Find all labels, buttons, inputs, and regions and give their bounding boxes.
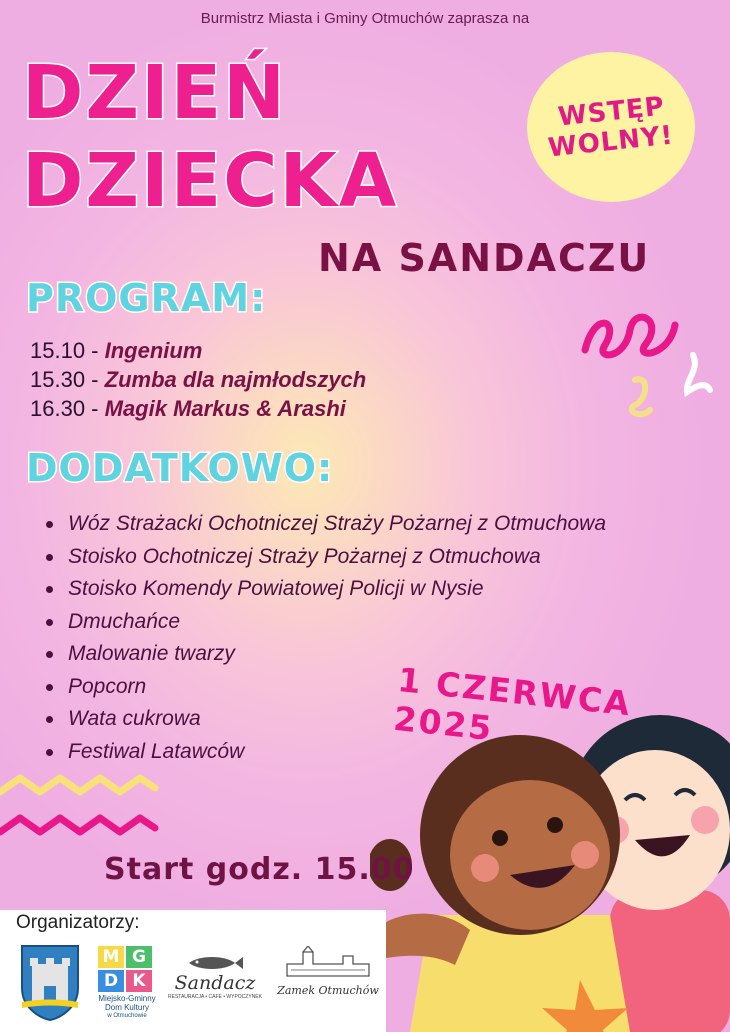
list-item: Dmuchańce [46, 606, 606, 639]
mgdk-letter: M [98, 946, 124, 968]
invite-line: Burmistrz Miasta i Gminy Otmuchów zaprasza na [200, 10, 530, 27]
fish-icon [185, 954, 245, 972]
start-time: Start godz. 15.00 [104, 852, 415, 887]
sandacz-name: Sandacz [174, 972, 256, 994]
free-entry-badge [527, 52, 695, 202]
zamek-logo [276, 946, 380, 1010]
program-item [30, 336, 366, 365]
event-date: 1 CZERWCA 2025 [391, 660, 634, 749]
program-name: Zumba dla najmłodszych [104, 367, 367, 392]
title-line-2: DZIECKA [22, 138, 399, 224]
program-name: Ingenium [104, 338, 203, 363]
extras-heading: DODATKOWO: [26, 446, 334, 490]
program-time: 15.30 - [30, 367, 99, 392]
sandacz-logo [160, 954, 270, 1014]
list-item: Stoisko Ochotniczej Straży Pożarnej z Otmuchowa [46, 541, 606, 574]
badge-line-1: WSTĘP [556, 91, 666, 133]
list-item: Malowanie twarzy [46, 638, 606, 671]
program-time: 16.30 - [30, 396, 99, 421]
program-item [30, 365, 366, 394]
mgdk-logo [98, 946, 156, 1026]
mgdk-line-2: Dom Kultury [104, 1003, 149, 1012]
squiggle-decoration-icon [575, 300, 725, 430]
list-item: Wóz Strażacki Ochotniczej Straży Pożarnej z Otmuchowa [46, 508, 606, 541]
badge-line-2: WOLNY! [546, 120, 676, 164]
zigzag-decoration-icon [0, 770, 160, 850]
zamek-name: Zamek Otmuchów [277, 984, 379, 997]
organizers-label: Organizatorzy: [16, 912, 140, 933]
program-item [30, 394, 366, 423]
mgdk-letter: D [98, 970, 124, 992]
title-line-1: DZIEŃ [22, 50, 288, 136]
program-name: Magik Markus & Arashi [104, 396, 346, 421]
list-item: Festiwal Latawców [46, 736, 606, 769]
mgdk-line-3: w Otmuchowie [107, 1013, 147, 1019]
list-item: Wata cukrowa [46, 703, 606, 736]
program-list [30, 336, 366, 423]
mgdk-letter: G [126, 946, 152, 968]
list-item: Popcorn [46, 671, 606, 704]
mgdk-line-1: Miejsko-Gminny [98, 994, 156, 1003]
sandacz-tagline: RESTAURACJA • CAFE • WYPOCZYNEK [168, 994, 262, 1000]
otmuchow-coat-of-arms-icon [18, 942, 82, 1022]
title-line-3: NA SANDACZU [318, 236, 651, 280]
program-heading: PROGRAM: [26, 276, 267, 320]
program-time: 15.10 - [30, 338, 99, 363]
list-item: Stoisko Komendy Powiatowej Policji w Nysie [46, 573, 606, 606]
mgdk-letter: K [126, 970, 152, 992]
castle-icon [283, 946, 373, 980]
